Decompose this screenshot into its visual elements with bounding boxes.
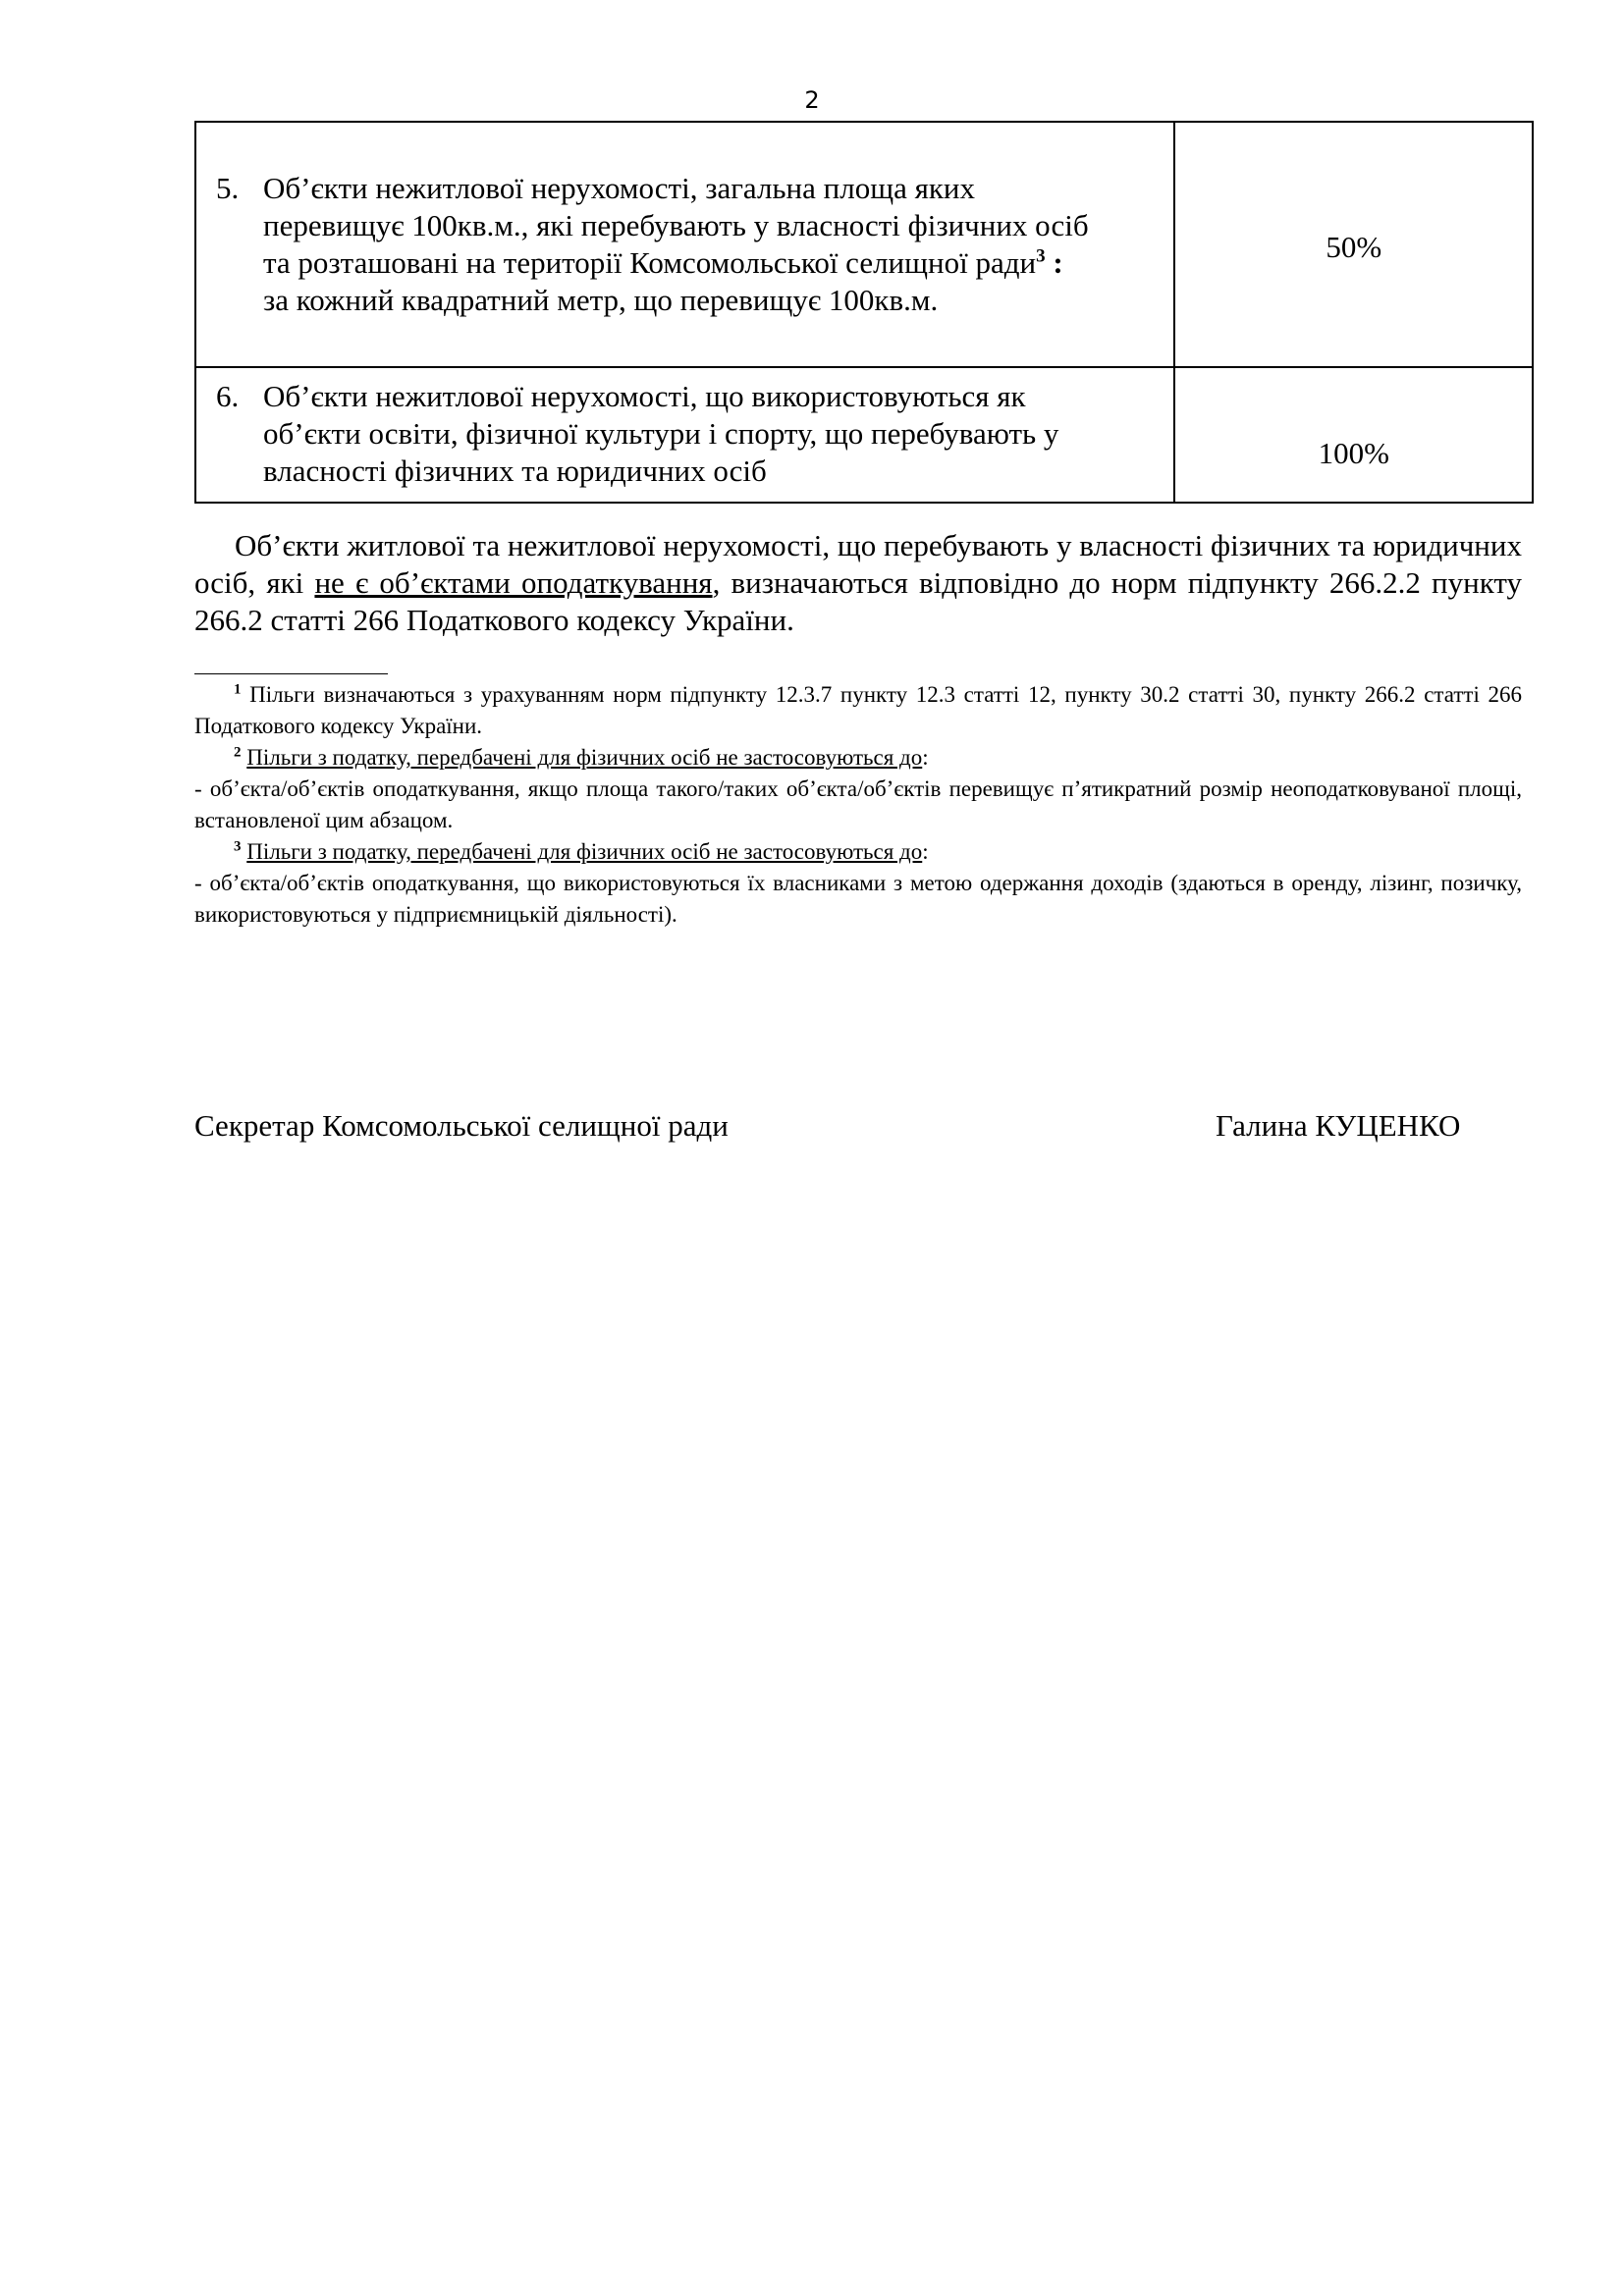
item-text (263, 170, 1159, 319)
benefit-rate-cell: 100% (1174, 367, 1533, 503)
item-text-line: об’єкти освіти, фізичної культури і спорту, що перебувають у (263, 416, 1059, 451)
benefit-description-cell (195, 122, 1174, 367)
benefit-rate-cell: 50% (1174, 122, 1533, 367)
item-text-line: перевищує 100кв.м., які перебувають у власності фізичних осіб (263, 208, 1089, 242)
table-row (195, 367, 1533, 503)
signatory-name: Галина КУЦЕНКО (1216, 1108, 1461, 1143)
table-row (195, 122, 1533, 367)
footnote-marker: 3 (234, 838, 242, 855)
item-number: 5. (216, 171, 240, 205)
footnote-heading: Пільги з податку, передбачені для фізичних осіб не застосовуються до (246, 745, 923, 770)
footnote-marker: 1 (234, 681, 242, 698)
paragraph-text: , визначаються відповідно до норм підпункту 266.2.2 пункту 266.2 статті 266 Податкового кодексу України. (194, 565, 1522, 637)
footnote-marker: 2 (234, 744, 242, 761)
footnote-separator (194, 673, 388, 674)
footnote-3-detail: - об’єкта/об’єктів оподаткування, що використовуються їх власниками з метою одержання доходів (здаються в оренду, лізинг, позичку, використовуються у підприємницькій діяльності). (194, 871, 1522, 927)
page-number: 2 (804, 86, 820, 114)
item-text (263, 378, 1159, 490)
footnote-1 (194, 679, 1522, 742)
non-taxable-objects-paragraph (194, 527, 1522, 639)
footnote-2 (194, 742, 1522, 774)
item-text-line-with-ref (263, 244, 1159, 282)
paragraph-text: Об’єкти житлової та нежитлової нерухомості, що перебувають у власності фізичних та юридичних осіб, які (194, 528, 1522, 600)
item-text-line: Об’єкти нежитлової нерухомості, загальна площа яких (263, 171, 976, 205)
footnote-colon: : (922, 745, 929, 770)
item-text-line: Об’єкти нежитлової нерухомості, що використовуються як (263, 379, 1026, 413)
footnote-text: Пільги визначаються з урахуванням норм підпункту 12.3.7 пункту 12.3 статті 12, пункту 30.2 статті 30, пункту 266.2 статті 266 Податкового кодексу України. (194, 682, 1522, 738)
footnote-heading: Пільги з податку, передбачені для фізичних осіб не застосовуються до (246, 839, 923, 864)
underlined-phrase: не є об’єктами оподаткування (314, 565, 713, 600)
item-number: 6. (216, 379, 240, 413)
item-text-line: та розташовані на території Комсомольської селищної ради (263, 245, 1037, 280)
footnote-3 (194, 836, 1522, 868)
item-text-line: за кожний квадратний метр, що перевищує 100кв.м. (263, 283, 939, 317)
footnote-2-detail: - об’єкта/об’єктів оподаткування, якщо площа такого/таких об’єкта/об’єктів перевищує п’ятикратний розмір неоподатковуваної площі, встановленої цим абзацом. (194, 776, 1522, 832)
signatory-title: Секретар Комсомольської селищної ради (194, 1108, 729, 1143)
footnote-ref: 3 (1036, 245, 1046, 267)
footnote-colon: : (922, 839, 929, 864)
item-text-line: власності фізичних та юридичних осіб (263, 454, 767, 488)
footnotes (194, 679, 1522, 931)
benefits-table (194, 121, 1534, 504)
benefit-description-cell (195, 367, 1174, 503)
item-colon: : (1053, 245, 1063, 280)
